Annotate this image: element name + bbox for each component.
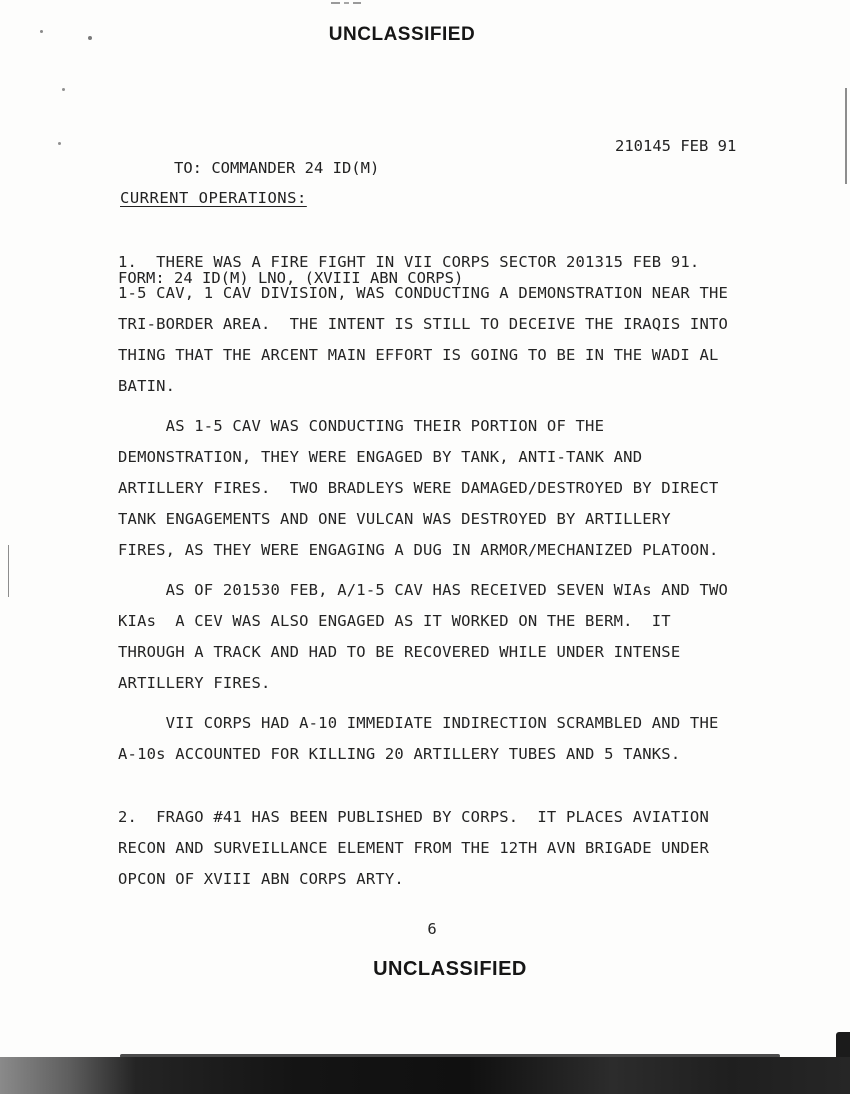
scanner-edge-band [0, 1057, 850, 1094]
body-line: RECON AND SURVEILLANCE ELEMENT FROM THE 12TH AVN BRIGADE UNDER [118, 839, 709, 857]
scan-artifact-speck [62, 88, 65, 91]
body-paragraph [118, 247, 778, 402]
body-line: ARTILLERY FIRES. [118, 674, 271, 692]
scan-artifact-speck [58, 142, 61, 145]
body-line: TANK ENGAGEMENTS AND ONE VULCAN WAS DESTROYED BY ARTILLERY [118, 510, 671, 528]
from-line: FORM: 24 ID(M) LNO, (XVIII ABN CORPS) [118, 269, 464, 287]
body-line: BATIN. [118, 377, 176, 395]
to-line: TO: COMMANDER 24 ID(M) [174, 159, 380, 177]
scan-artifact-top-mark [353, 2, 361, 4]
scan-artifact-top-mark [344, 2, 349, 4]
body-line: KIAs A CEV WAS ALSO ENGAGED AS IT WORKED ON THE BERM. IT [118, 612, 671, 630]
body-line: AS 1-5 CAV WAS CONDUCTING THEIR PORTION OF THE [118, 417, 605, 435]
body-line: 1-5 CAV, 1 CAV DIVISION, WAS CONDUCTING A DEMONSTRATION NEAR THE [118, 284, 729, 302]
section-heading: CURRENT OPERATIONS: [120, 189, 307, 207]
scan-artifact-right-edge-line [845, 88, 847, 184]
page-number: 6 [427, 920, 437, 938]
body-paragraph [118, 575, 778, 699]
body-line: VII CORPS HAD A-10 IMMEDIATE INDIRECTION SCRAMBLED AND THE [118, 714, 719, 732]
classification-header: UNCLASSIFIED [328, 24, 476, 45]
body-paragraph [118, 708, 778, 770]
body-line: DEMONSTRATION, THEY WERE ENGAGED BY TANK, ANTI-TANK AND [118, 448, 643, 466]
scan-artifact-left-edge-line [8, 545, 9, 597]
scan-artifact-top-mark [331, 2, 340, 4]
classification-footer: UNCLASSIFIED [373, 958, 527, 980]
body-line: OPCON OF XVIII ABN CORPS ARTY. [118, 870, 404, 888]
datetime-group: 210145 FEB 91 [615, 137, 737, 155]
body-line: THROUGH A TRACK AND HAD TO BE RECOVERED WHILE UNDER INTENSE [118, 643, 681, 661]
body-line: 2. FRAGO #41 HAS BEEN PUBLISHED BY CORPS. IT PLACES AVIATION [118, 808, 709, 826]
body-paragraph [118, 411, 778, 566]
body-line: FIRES, AS THEY WERE ENGAGING A DUG IN ARMOR/MECHANIZED PLATOON. [118, 541, 719, 559]
body-line: 1. THERE WAS A FIRE FIGHT IN VII CORPS SECTOR 201315 FEB 91. [118, 253, 700, 271]
body-line: ARTILLERY FIRES. TWO BRADLEYS WERE DAMAGED/DESTROYED BY DIRECT [118, 479, 719, 497]
body-line: A-10s ACCOUNTED FOR KILLING 20 ARTILLERY TUBES AND 5 TANKS. [118, 745, 681, 763]
body-paragraph [118, 802, 778, 895]
body-line: THING THAT THE ARCENT MAIN EFFORT IS GOING TO BE IN THE WADI AL [118, 346, 719, 364]
document-body [118, 247, 778, 895]
body-line: AS OF 201530 FEB, A/1-5 CAV HAS RECEIVED SEVEN WIAs AND TWO [118, 581, 729, 599]
body-line: TRI-BORDER AREA. THE INTENT IS STILL TO DECEIVE THE IRAQIS INTO [118, 315, 729, 333]
address-row [118, 135, 758, 223]
